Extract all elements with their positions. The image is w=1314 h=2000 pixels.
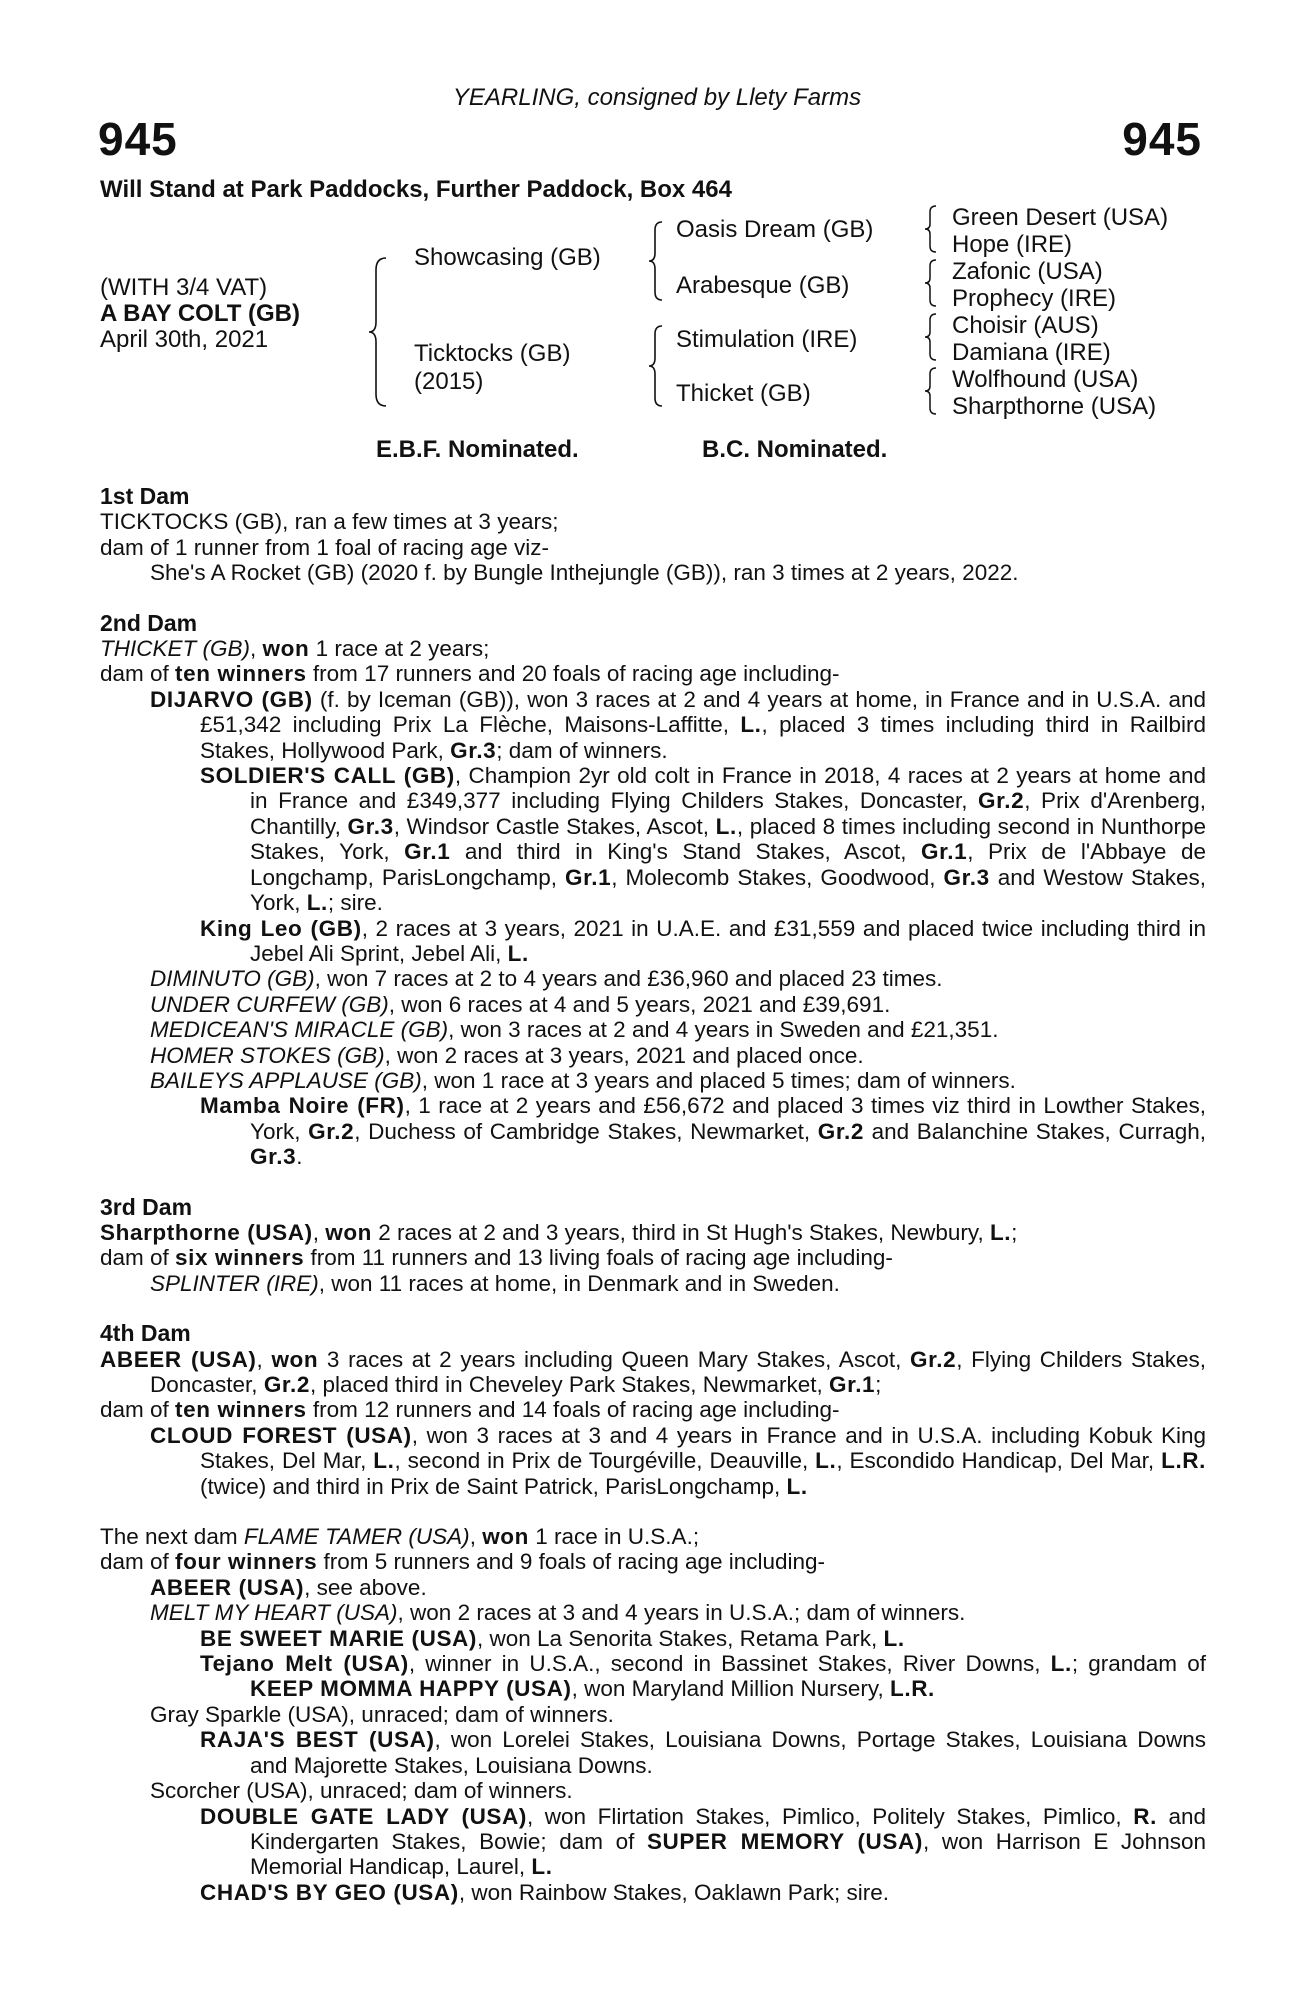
third-dam-intro: Sharpthorne (USA), won 2 races at 2 and 3 years, third in St Hugh's Stakes, Newbury, L.; [100, 1219, 1018, 1245]
third-dam-summary: dam of six winners from 11 runners and 13 living foals of racing age including- [100, 1245, 893, 1271]
lot-number-left: 945 [98, 113, 178, 165]
first-dam-heading: 1st Dam [100, 483, 190, 509]
produce-diminuto: DIMINUTO (GB), won 7 races at 2 to 4 years and £36,960 and placed 23 times. [150, 966, 943, 992]
ebf-nomination: E.B.F. Nominated. [376, 436, 579, 463]
produce-gray-sparkle: Gray Sparkle (USA), unraced; dam of winners. [150, 1701, 614, 1727]
stand-location: Will Stand at Park Paddocks, Further Paddock, Box 464 [100, 176, 732, 203]
fourth-dam-intro: ABEER (USA), won 3 races at 2 years including Queen Mary Stakes, Ascot, Gr.2, Flying Childers Stakes, Doncaster, Gr.2, placed third in Cheveley Park Stakes, Newmarket, Gr.1; [100, 1346, 1206, 1397]
pedigree-dam-year: (2015) [414, 368, 484, 395]
pedigree-dds: Wolfhound (USA) [952, 366, 1139, 393]
produce-dijarvo: DIJARVO (GB) (f. by Iceman (GB)), won 3 races at 2 and 4 years at home, in France and in U.S.A. and £51,342 including Prix La Flèche, Maisons-Laffitte, L., placed 3 times including third in Railbird Stakes, Hollywood Park, Gr.3; dam of winners. [150, 686, 1206, 763]
produce-homer-stokes: HOMER STOKES (GB), won 2 races at 3 years, 2021 and placed once. [150, 1042, 864, 1068]
pedigree-brace-dam [648, 324, 664, 408]
first-dam-produce: She's A Rocket (GB) (2020 f. by Bungle Inthejungle (GB)), ran 3 times at 2 years, 2022. [150, 560, 1019, 586]
produce-rajas-best: RAJA'S BEST (USA), won Lorelei Stakes, Louisiana Downs, Portage Stakes, Louisiana Downs and Majorette Stakes, Louisiana Downs. [200, 1727, 1206, 1778]
produce-record [100, 484, 1206, 1905]
consignment-line: YEARLING, consigned by Llety Farms [452, 84, 862, 111]
produce-baileys: BAILEYS APPLAUSE (GB), won 1 race at 3 years and placed 5 times; dam of winners. [150, 1067, 1016, 1093]
pedigree-sss: Green Desert (USA) [952, 204, 1169, 231]
produce-king-leo: King Leo (GB), 2 races at 3 years, 2021 in U.A.E. and £31,559 and placed twice including third in Jebel Ali Sprint, Jebel Ali, L. [200, 915, 1207, 966]
pedigree-dam: Ticktocks (GB) [414, 340, 571, 367]
next-dam-summary: dam of four winners from 5 runners and 9 foals of racing age including- [100, 1549, 826, 1575]
produce-melt-my-heart: MELT MY HEART (USA), won 2 races at 3 and 4 years in U.S.A.; dam of winners. [150, 1600, 966, 1626]
pedigree-dam-dam: Thicket (GB) [676, 380, 811, 407]
third-dam-heading: 3rd Dam [100, 1193, 193, 1220]
pedigree-brace-sire [648, 220, 664, 302]
pedigree-brace-ss [924, 204, 938, 254]
produce-tejano-melt: Tejano Melt (USA), winner in U.S.A., second in Bassinet Stakes, River Downs, L.; grandam of KEEP MOMMA HAPPY (USA), won Maryland Million Nursery, L.R. [200, 1651, 1206, 1702]
pedigree-sire-sire: Oasis Dream (GB) [676, 216, 874, 243]
produce-splinter: SPLINTER (IRE), won 11 races at home, in Denmark and in Sweden. [150, 1270, 840, 1296]
pedigree-dam-sire: Stimulation (IRE) [676, 326, 858, 353]
produce-medicean: MEDICEAN'S MIRACLE (GB), won 3 races at 2 and 4 years in Sweden and £21,351. [150, 1017, 999, 1043]
pedigree-sdd: Prophecy (IRE) [952, 285, 1117, 312]
pedigree-sire: Showcasing (GB) [414, 244, 601, 271]
foaling-date: April 30th, 2021 [100, 326, 269, 353]
lot-number-right: 945 [1122, 113, 1202, 165]
fourth-dam-summary: dam of ten winners from 12 runners and 14 foals of racing age including- [100, 1397, 840, 1423]
produce-double-gate-lady: DOUBLE GATE LADY (USA), won Flirtation Stakes, Pimlico, Politely Stakes, Pimlico, R. and Kindergarten Stakes, Bowie; dam of SUPER MEMORY (USA), won Harrison E Johnson Memorial Handicap, Laurel, L. [200, 1803, 1206, 1880]
second-dam-heading: 2nd Dam [100, 609, 198, 636]
second-dam-summary: dam of ten winners from 17 runners and 20 foals of racing age including- [100, 661, 840, 687]
produce-abeer: ABEER (USA), see above. [150, 1574, 427, 1600]
pedigree-sire-dam: Arabesque (GB) [676, 272, 850, 299]
produce-scorcher: Scorcher (USA), unraced; dam of winners. [150, 1778, 573, 1804]
pedigree-brace-gen1 [368, 256, 388, 408]
pedigree-dss: Choisir (AUS) [952, 312, 1099, 339]
pedigree-ddd: Sharpthorne (USA) [952, 393, 1157, 420]
pedigree-sds: Zafonic (USA) [952, 258, 1103, 285]
fourth-dam-heading: 4th Dam [100, 1320, 191, 1347]
first-dam-line-1: TICKTOCKS (GB), ran a few times at 3 years; [100, 509, 559, 535]
next-dam-intro: The next dam FLAME TAMER (USA), won 1 race in U.S.A.; [100, 1524, 700, 1550]
bc-nomination: B.C. Nominated. [702, 436, 888, 463]
second-dam-intro: THICKET (GB), won 1 race at 2 years; [100, 636, 490, 662]
lot-title: A BAY COLT (GB) [100, 300, 301, 327]
pedigree-ssd: Hope (IRE) [952, 231, 1073, 258]
produce-be-sweet-marie: BE SWEET MARIE (USA), won La Senorita Stakes, Retama Park, L. [200, 1625, 905, 1651]
produce-chads-by-geo: CHAD'S BY GEO (USA), won Rainbow Stakes, Oaklawn Park; sire. [200, 1879, 890, 1905]
pedigree-brace-sd [924, 258, 938, 308]
pedigree-dsd: Damiana (IRE) [952, 339, 1111, 366]
first-dam-line-2: dam of 1 runner from 1 foal of racing age viz- [100, 534, 549, 560]
pedigree-brace-ds [924, 312, 938, 362]
produce-under-curfew: UNDER CURFEW (GB), won 6 races at 4 and 5 years, 2021 and £39,691. [150, 991, 891, 1017]
produce-soldiers-call: SOLDIER'S CALL (GB), Champion 2yr old colt in France in 2018, 4 races at 2 years at home and in France and £349,377 including Flying Childers Stakes, Doncaster, Gr.2, Prix d'Arenberg, Chantilly, Gr.3, Windsor Castle Stakes, Ascot, L., placed 8 times including second in Nunthorpe Stakes, York, Gr.1 and third in King's Stand Stakes, Ascot, Gr.1, Prix de l'Abbaye de Longchamp, ParisLongchamp, Gr.1, Molecomb Stakes, Goodwood, Gr.3 and Westow Stakes, York, L.; sire. [200, 763, 1207, 916]
produce-mamba-noire: Mamba Noire (FR), 1 race at 2 years and £56,672 and placed 3 times viz third in Lowther Stakes, York, Gr.2, Duchess of Cambridge Stakes, Newmarket, Gr.2 and Balanchine Stakes, Curragh, Gr.3. [200, 1093, 1206, 1170]
produce-cloud-forest: CLOUD FOREST (USA), won 3 races at 3 and 4 years in France and in U.S.A. including Kobuk King Stakes, Del Mar, L., second in Prix de Tourgéville, Deauville, L., Escondido Handicap, Del Mar, L.R. (twice) and third in Prix de Saint Patrick, ParisLongchamp, L. [150, 1422, 1206, 1499]
pedigree-brace-dd [924, 366, 938, 416]
vat-note: (WITH 3/4 VAT) [100, 274, 268, 301]
